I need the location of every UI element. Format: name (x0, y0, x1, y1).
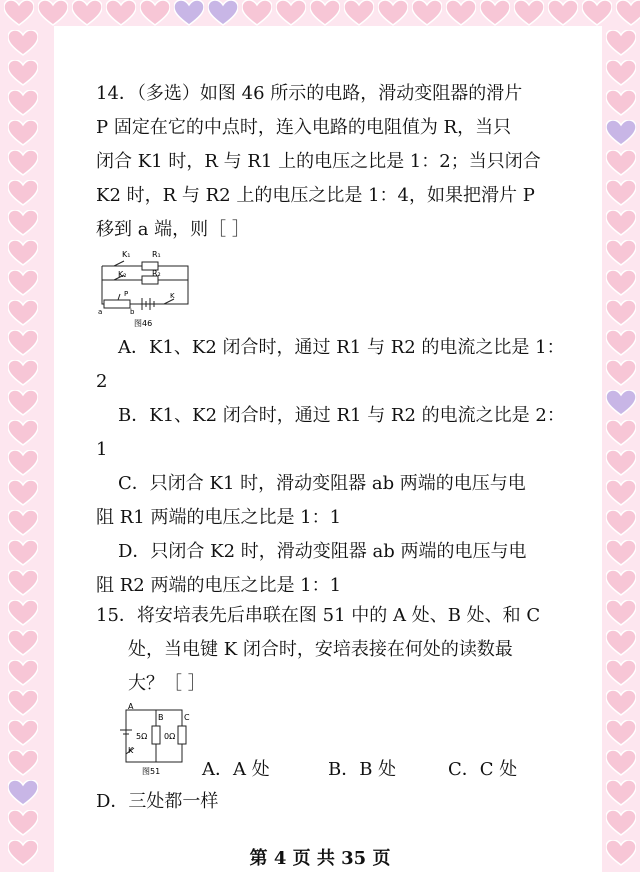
heart-icon (8, 570, 38, 596)
heart-icon (548, 0, 578, 26)
heart-icon (606, 30, 636, 56)
heart-icon (606, 210, 636, 236)
q14-line-2: P 固定在它的中点时，连入电路的电阻值为 R，当只 (96, 117, 512, 138)
heart-icon (606, 240, 636, 266)
heart-icon (8, 240, 38, 266)
fig46-label-r2: R₂ (152, 269, 161, 278)
fig46-label-r1: R₁ (152, 250, 161, 259)
heart-icon (606, 600, 636, 626)
heart-icon (606, 540, 636, 566)
circuit-figure-46 (96, 246, 196, 330)
q14-option-b-line-1: B．K1、K2 闭合时，通过 R1 与 R2 的电流之比是 2： (118, 405, 565, 426)
q14-option-a-line-1: A．K1、K2 闭合时，通过 R1 与 R2 的电流之比是 1： (118, 337, 565, 358)
q15-line-3: 大？［ ］ (128, 673, 206, 694)
heart-icon (8, 150, 38, 176)
heart-icon (8, 780, 38, 806)
heart-icon (606, 270, 636, 296)
heart-icon (8, 600, 38, 626)
heart-icon (8, 510, 38, 536)
q14-line-1: 14．（多选）如图 46 所示的电路，滑动变阻器的滑片 (96, 83, 523, 104)
q14-option-d-line-1: D．只闭合 K2 时，滑动变阻器 ab 两端的电压与电 (118, 541, 527, 562)
q15-line-2: 处，当电键 K 闭合时，安培表接在何处的读数最 (128, 639, 513, 660)
heart-icon (8, 180, 38, 206)
heart-icon (606, 150, 636, 176)
q15-option-c: C．C 处 (448, 759, 518, 780)
fig51-label-b: B (158, 713, 164, 722)
heart-icon (606, 360, 636, 386)
heart-icon (8, 30, 38, 56)
heart-icon (8, 390, 38, 416)
heart-icon (606, 180, 636, 206)
heart-icon (344, 0, 374, 26)
heart-icon (8, 540, 38, 566)
fig46-caption: 图46 (134, 319, 153, 328)
heart-icon (140, 0, 170, 26)
heart-icon (480, 0, 510, 26)
heart-icon (606, 690, 636, 716)
heart-icon (8, 330, 38, 356)
heart-icon (606, 480, 636, 506)
heart-icon (72, 0, 102, 26)
circuit-figure-51 (118, 700, 194, 780)
heart-icon (8, 450, 38, 476)
heart-icon (8, 120, 38, 146)
heart-icon (8, 210, 38, 236)
heart-icon (208, 0, 238, 26)
heart-icon (174, 0, 204, 26)
heart-icon (606, 780, 636, 806)
fig51-caption: 图51 (142, 767, 161, 776)
heart-icon (606, 420, 636, 446)
q14-option-b-line-2: 1 (96, 439, 108, 460)
q14-line-4: K2 时，R 与 R2 上的电压之比是 1：4，如果把滑片 P (96, 185, 535, 206)
fig46-label-k2: K₂ (118, 270, 127, 279)
fig46-label-a: a (98, 308, 103, 316)
heart-icon (616, 0, 640, 26)
heart-icon (242, 0, 272, 26)
heart-icon (276, 0, 306, 26)
q14-line-5: 移到 a 端，则［ ］ (96, 219, 250, 240)
heart-icon (606, 660, 636, 686)
heart-icon (8, 810, 38, 836)
heart-icon (8, 60, 38, 86)
heart-icon (4, 0, 34, 26)
heart-icon (8, 480, 38, 506)
fig46-label-p: P (124, 290, 129, 298)
heart-icon (106, 0, 136, 26)
q14-option-c-line-2: 阻 R1 两端的电压之比是 1：1 (96, 507, 342, 528)
heart-icon (8, 300, 38, 326)
q15-option-d: D．三处都一样 (96, 791, 219, 812)
fig51-label-r-right: 0Ω (164, 732, 176, 741)
q14-option-d-line-2: 阻 R2 两端的电压之比是 1：1 (96, 575, 342, 596)
fig51-label-a: A (128, 702, 134, 711)
heart-icon (582, 0, 612, 26)
heart-icon (606, 630, 636, 656)
heart-icon (606, 300, 636, 326)
fig46-label-k1: K₁ (122, 250, 131, 259)
heart-icon (606, 90, 636, 116)
heart-icon (514, 0, 544, 26)
heart-icon (606, 390, 636, 416)
heart-icon (310, 0, 340, 26)
q15-line-1: 15．将安培表先后串联在图 51 中的 A 处、B 处、和 C (96, 605, 541, 626)
heart-icon (606, 570, 636, 596)
heart-icon (606, 450, 636, 476)
heart-icon (606, 750, 636, 776)
heart-icon (606, 510, 636, 536)
q14-line-3: 闭合 K1 时，R 与 R1 上的电压之比是 1：2；当只闭合 (96, 151, 541, 172)
q14-option-c-line-1: C．只闭合 K1 时，滑动变阻器 ab 两端的电压与电 (118, 473, 526, 494)
heart-icon (8, 690, 38, 716)
heart-icon (378, 0, 408, 26)
heart-icon (606, 810, 636, 836)
heart-icon (8, 360, 38, 386)
heart-icon (8, 660, 38, 686)
fig51-label-r-left: 5Ω (136, 732, 148, 741)
fig51-label-c: C (184, 713, 190, 722)
heart-icon (8, 90, 38, 116)
fig46-label-k: K (170, 292, 175, 300)
heart-icon (8, 750, 38, 776)
fig46-label-b: b (130, 308, 135, 316)
heart-icon (446, 0, 476, 26)
heart-icon (606, 60, 636, 86)
heart-icon (412, 0, 442, 26)
q15-option-a: A．A 处 (202, 759, 270, 780)
heart-icon (8, 270, 38, 296)
fig51-label-k: K (128, 746, 134, 755)
page-footer: 第 4 页 共 35 页 (249, 848, 391, 869)
heart-icon (8, 720, 38, 746)
heart-icon (38, 0, 68, 26)
heart-icon (606, 120, 636, 146)
q15-option-b: B．B 处 (328, 759, 397, 780)
heart-icon (8, 420, 38, 446)
heart-icon (606, 720, 636, 746)
heart-icon (606, 330, 636, 356)
heart-icon (8, 630, 38, 656)
q14-option-a-line-2: 2 (96, 371, 108, 392)
